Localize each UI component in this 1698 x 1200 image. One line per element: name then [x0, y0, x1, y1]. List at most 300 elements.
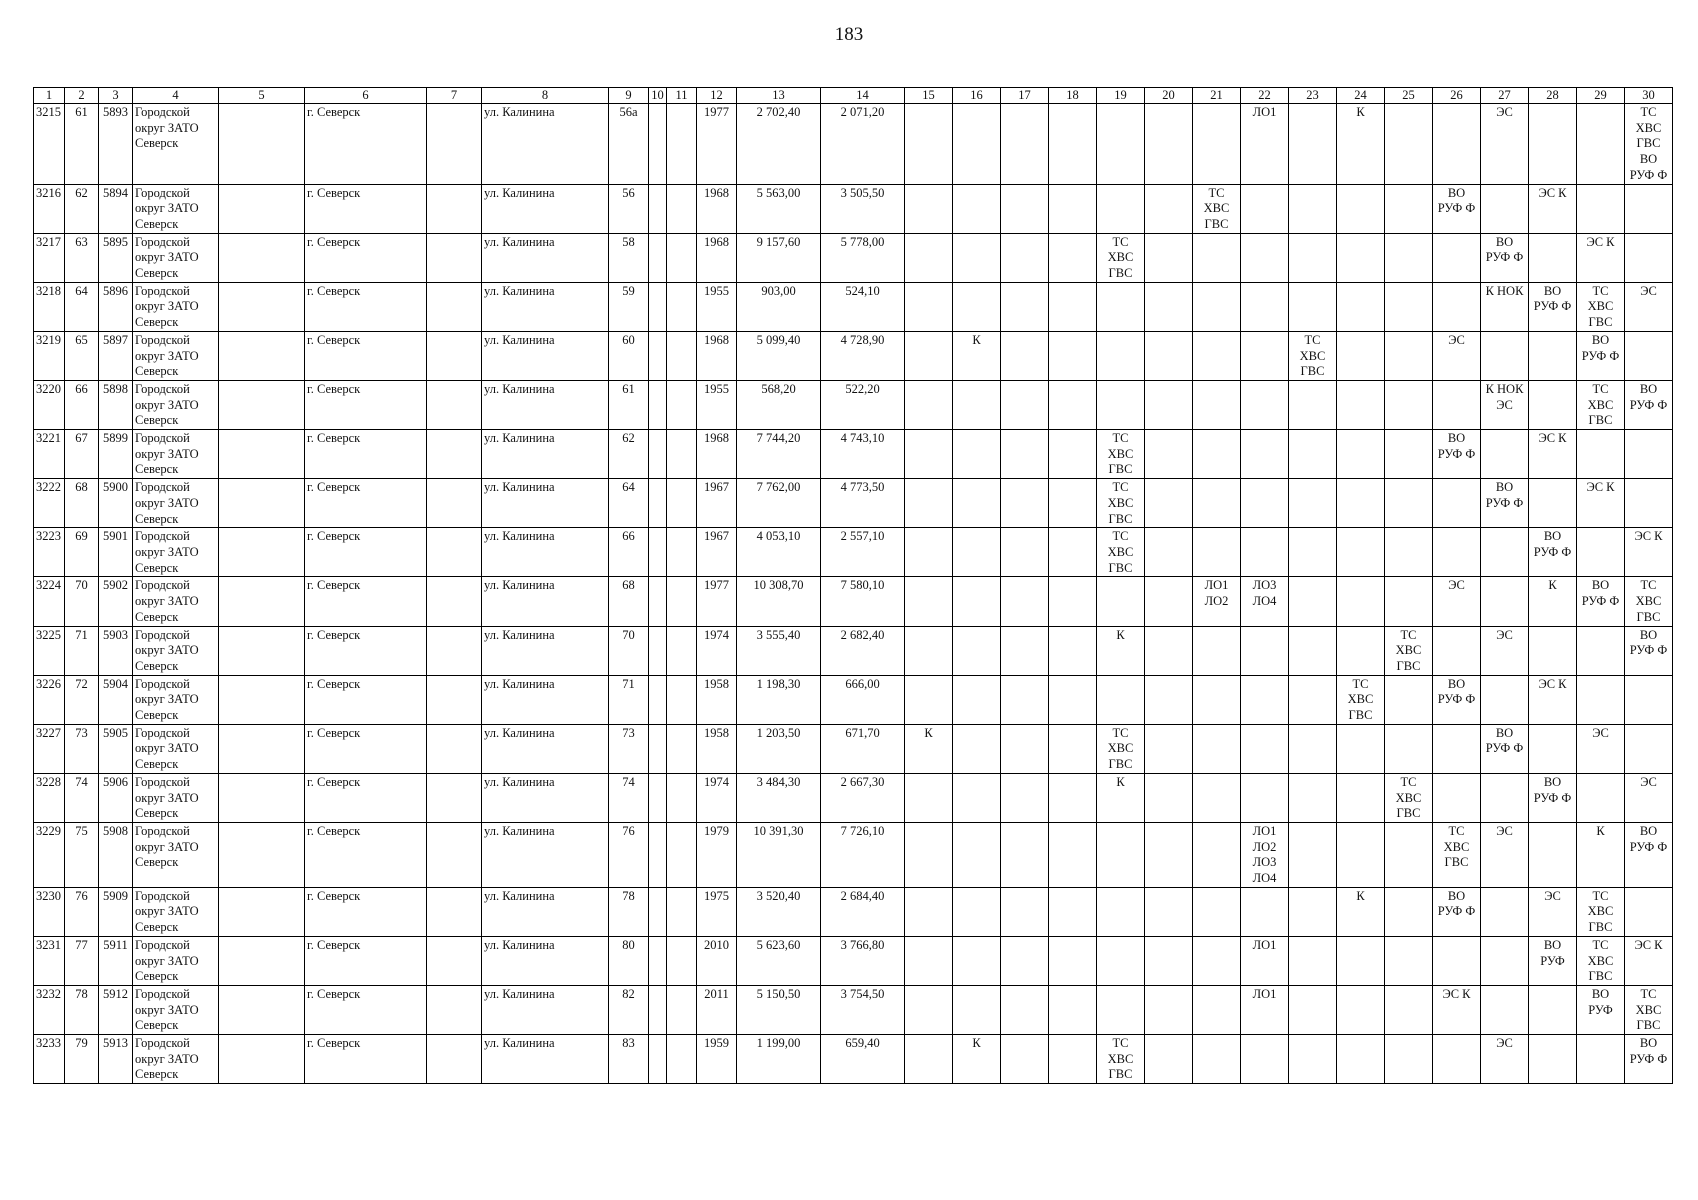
column-number: 23: [1289, 88, 1337, 104]
table-cell: [1241, 430, 1289, 479]
table-cell: ЭС К: [1529, 184, 1577, 233]
table-cell: ТС ХВС ГВС: [1193, 184, 1241, 233]
table-cell: [1049, 184, 1097, 233]
table-cell: ВО РУФ Ф: [1577, 331, 1625, 380]
table-cell: 3216: [34, 184, 65, 233]
table-cell: 5905: [99, 724, 133, 773]
table-cell: [1529, 1035, 1577, 1084]
table-cell: [667, 233, 697, 282]
table-cell: [1385, 724, 1433, 773]
table-cell: [1289, 724, 1337, 773]
table-cell: [649, 822, 667, 887]
column-number: 14: [821, 88, 905, 104]
table-cell: [1529, 331, 1577, 380]
table-cell: Городской округ ЗАТО Северск: [133, 887, 219, 936]
table-cell: г. Северск: [305, 430, 427, 479]
table-cell: 73: [65, 724, 99, 773]
table-cell: [1001, 822, 1049, 887]
table-cell: [1385, 430, 1433, 479]
table-cell: [649, 577, 667, 626]
table-cell: ВО РУФ Ф: [1529, 282, 1577, 331]
table-cell: ЛО1: [1241, 985, 1289, 1034]
table-cell: 3221: [34, 430, 65, 479]
table-cell: ЭС: [1481, 1035, 1529, 1084]
table-cell: [905, 331, 953, 380]
table-cell: [1481, 936, 1529, 985]
table-cell: [649, 724, 667, 773]
table-cell: 2 684,40: [821, 887, 905, 936]
table-cell: 3 484,30: [737, 773, 821, 822]
table-cell: [649, 626, 667, 675]
table-cell: [649, 675, 667, 724]
table-cell: 82: [609, 985, 649, 1034]
table-cell: 1959: [697, 1035, 737, 1084]
table-cell: [1529, 626, 1577, 675]
column-number: 3: [99, 88, 133, 104]
table-cell: 58: [609, 233, 649, 282]
table-cell: [1049, 822, 1097, 887]
table-cell: [1289, 1035, 1337, 1084]
table-cell: [649, 282, 667, 331]
table-cell: [219, 822, 305, 887]
table-cell: [1385, 822, 1433, 887]
table-cell: 1 199,00: [737, 1035, 821, 1084]
table-cell: [1433, 233, 1481, 282]
table-cell: ТС ХВС ГВС: [1097, 233, 1145, 282]
table-cell: ТС ХВС ГВС: [1577, 282, 1625, 331]
table-cell: Городской округ ЗАТО Северск: [133, 479, 219, 528]
table-cell: К: [1529, 577, 1577, 626]
table-cell: ВО РУФ Ф: [1481, 233, 1529, 282]
table-cell: [1097, 985, 1145, 1034]
table-cell: [219, 282, 305, 331]
table-cell: [1097, 331, 1145, 380]
table-cell: [953, 233, 1001, 282]
column-number: 15: [905, 88, 953, 104]
table-cell: 1968: [697, 331, 737, 380]
table-cell: ТС ХВС ГВС: [1385, 773, 1433, 822]
table-cell: [427, 626, 482, 675]
table-cell: г. Северск: [305, 577, 427, 626]
table-cell: [667, 773, 697, 822]
table-cell: [1145, 626, 1193, 675]
table-cell: [1337, 1035, 1385, 1084]
table-cell: 1968: [697, 233, 737, 282]
table-cell: ВО РУФ Ф: [1625, 626, 1673, 675]
table-cell: [427, 724, 482, 773]
table-cell: [1049, 887, 1097, 936]
table-cell: ЭС К: [1433, 985, 1481, 1034]
table-cell: [427, 675, 482, 724]
table-cell: 4 053,10: [737, 528, 821, 577]
table-cell: г. Северск: [305, 822, 427, 887]
table-cell: [667, 675, 697, 724]
table-cell: [1529, 380, 1577, 429]
table-cell: Городской округ ЗАТО Северск: [133, 577, 219, 626]
table-cell: 671,70: [821, 724, 905, 773]
table-cell: 5909: [99, 887, 133, 936]
table-cell: Городской округ ЗАТО Северск: [133, 936, 219, 985]
table-cell: [1241, 380, 1289, 429]
table-cell: [1289, 936, 1337, 985]
table-cell: [905, 528, 953, 577]
table-cell: ВО РУФ Ф: [1529, 773, 1577, 822]
table-cell: ул. Калинина: [482, 936, 609, 985]
table-cell: ТС ХВС ГВС: [1385, 626, 1433, 675]
table-cell: [1049, 282, 1097, 331]
table-cell: 2 557,10: [821, 528, 905, 577]
table-cell: [1001, 985, 1049, 1034]
table-cell: [905, 282, 953, 331]
table-cell: ТС ХВС ГВС: [1097, 479, 1145, 528]
table-cell: [1433, 479, 1481, 528]
table-cell: [219, 675, 305, 724]
table-cell: [427, 936, 482, 985]
table-cell: 3233: [34, 1035, 65, 1084]
table-cell: ТС ХВС ГВС: [1097, 1035, 1145, 1084]
table-cell: ТС ХВС ГВС: [1577, 887, 1625, 936]
table-cell: ТС ХВС ГВС: [1337, 675, 1385, 724]
column-number: 30: [1625, 88, 1673, 104]
table-cell: [1097, 184, 1145, 233]
table-cell: Городской округ ЗАТО Северск: [133, 430, 219, 479]
table-cell: ул. Калинина: [482, 822, 609, 887]
table-cell: [1241, 528, 1289, 577]
table-cell: ТС ХВС ГВС: [1625, 577, 1673, 626]
table-cell: 5 778,00: [821, 233, 905, 282]
table-cell: ВО РУФ Ф: [1433, 430, 1481, 479]
table-cell: [1145, 822, 1193, 887]
table-cell: [1337, 626, 1385, 675]
table-cell: 70: [609, 626, 649, 675]
table-row: [34, 479, 1673, 528]
table-cell: ЭС: [1481, 626, 1529, 675]
table-cell: 10 308,70: [737, 577, 821, 626]
table-cell: [1241, 331, 1289, 380]
table-cell: ТС ХВС ГВС: [1433, 822, 1481, 887]
table-cell: ЭС К: [1625, 936, 1673, 985]
table-cell: [1433, 626, 1481, 675]
table-cell: [1433, 724, 1481, 773]
column-number: 27: [1481, 88, 1529, 104]
table-cell: [667, 822, 697, 887]
table-cell: [1001, 184, 1049, 233]
table-cell: [427, 479, 482, 528]
table-cell: [1145, 479, 1193, 528]
table-cell: [1049, 724, 1097, 773]
table-cell: Городской округ ЗАТО Северск: [133, 773, 219, 822]
table-cell: 3 505,50: [821, 184, 905, 233]
table-cell: ул. Калинина: [482, 724, 609, 773]
table-cell: [1289, 822, 1337, 887]
table-cell: К: [1097, 773, 1145, 822]
table-cell: [1385, 479, 1433, 528]
table-cell: [427, 528, 482, 577]
table-cell: Городской округ ЗАТО Северск: [133, 331, 219, 380]
table-cell: [1289, 184, 1337, 233]
table-cell: ул. Калинина: [482, 626, 609, 675]
table-cell: [219, 985, 305, 1034]
column-number: 19: [1097, 88, 1145, 104]
table-cell: [905, 675, 953, 724]
table-cell: [905, 936, 953, 985]
table-cell: [219, 724, 305, 773]
table-cell: [1001, 331, 1049, 380]
table-cell: [1289, 282, 1337, 331]
table-cell: [1529, 479, 1577, 528]
table-cell: [1097, 887, 1145, 936]
table-cell: [1289, 233, 1337, 282]
table-row: [34, 104, 1673, 185]
table-cell: [1193, 479, 1241, 528]
table-row: [34, 184, 1673, 233]
table-cell: [1625, 331, 1673, 380]
table-cell: [1241, 626, 1289, 675]
table-cell: 62: [65, 184, 99, 233]
table-cell: ТС ХВС ГВС: [1097, 528, 1145, 577]
table-cell: К: [953, 1035, 1001, 1084]
table-cell: 3 766,80: [821, 936, 905, 985]
table-cell: [1097, 104, 1145, 185]
table-cell: [427, 184, 482, 233]
table-cell: [1577, 184, 1625, 233]
registry-table: [33, 87, 1673, 1084]
table-cell: [219, 479, 305, 528]
table-cell: 2 667,30: [821, 773, 905, 822]
table-cell: [649, 430, 667, 479]
table-cell: 60: [609, 331, 649, 380]
table-cell: 1958: [697, 724, 737, 773]
table-cell: 75: [65, 822, 99, 887]
table-cell: [1625, 675, 1673, 724]
table-cell: [667, 985, 697, 1034]
table-cell: [1577, 626, 1625, 675]
table-cell: [1481, 184, 1529, 233]
table-cell: [1097, 282, 1145, 331]
column-number: 25: [1385, 88, 1433, 104]
table-cell: ул. Калинина: [482, 1035, 609, 1084]
column-number: 1: [34, 88, 65, 104]
table-row: [34, 282, 1673, 331]
table-cell: [219, 626, 305, 675]
table-cell: 67: [65, 430, 99, 479]
table-cell: [1289, 528, 1337, 577]
table-cell: [427, 822, 482, 887]
table-cell: [1193, 233, 1241, 282]
table-cell: [1625, 184, 1673, 233]
table-cell: [219, 233, 305, 282]
table-cell: 69: [65, 528, 99, 577]
table-cell: 83: [609, 1035, 649, 1084]
table-cell: ЭС: [1481, 822, 1529, 887]
table-cell: ЛО1 ЛО2 ЛО3 ЛО4: [1241, 822, 1289, 887]
table-cell: 66: [65, 380, 99, 429]
table-row: [34, 380, 1673, 429]
table-cell: 4 773,50: [821, 479, 905, 528]
table-cell: Городской округ ЗАТО Северск: [133, 233, 219, 282]
table-cell: [1097, 380, 1145, 429]
table-cell: [905, 577, 953, 626]
table-cell: ЭС К: [1577, 479, 1625, 528]
table-cell: [649, 331, 667, 380]
table-cell: 2 071,20: [821, 104, 905, 185]
table-cell: [1193, 724, 1241, 773]
table-cell: 5899: [99, 430, 133, 479]
table-cell: ул. Калинина: [482, 577, 609, 626]
table-cell: г. Северск: [305, 626, 427, 675]
table-cell: 59: [609, 282, 649, 331]
table-cell: [1193, 1035, 1241, 1084]
table-cell: [1145, 331, 1193, 380]
table-cell: [667, 1035, 697, 1084]
table-cell: 1 198,30: [737, 675, 821, 724]
table-cell: ТС ХВС ГВС ВО РУФ Ф: [1625, 104, 1673, 185]
table-cell: [905, 430, 953, 479]
table-cell: ул. Калинина: [482, 675, 609, 724]
table-cell: [953, 887, 1001, 936]
table-cell: [1145, 724, 1193, 773]
column-number: 6: [305, 88, 427, 104]
table-cell: Городской округ ЗАТО Северск: [133, 985, 219, 1034]
column-number: 12: [697, 88, 737, 104]
table-cell: [1001, 104, 1049, 185]
table-cell: [1433, 936, 1481, 985]
table-cell: [649, 104, 667, 185]
table-cell: [1625, 724, 1673, 773]
table-cell: [649, 985, 667, 1034]
table-row: [34, 822, 1673, 887]
table-cell: [667, 724, 697, 773]
table-cell: 70: [65, 577, 99, 626]
table-cell: К: [905, 724, 953, 773]
table-cell: [953, 985, 1001, 1034]
table-cell: ВО РУФ Ф: [1481, 479, 1529, 528]
column-number: 17: [1001, 88, 1049, 104]
table-cell: 76: [609, 822, 649, 887]
table-cell: [1385, 1035, 1433, 1084]
column-number: 10: [649, 88, 667, 104]
table-cell: ЭС: [1433, 331, 1481, 380]
table-cell: 56: [609, 184, 649, 233]
table-cell: 3228: [34, 773, 65, 822]
table-cell: [1577, 675, 1625, 724]
table-cell: 10 391,30: [737, 822, 821, 887]
table-cell: [1241, 724, 1289, 773]
table-cell: ВО РУФ: [1529, 936, 1577, 985]
table-cell: ТС ХВС ГВС: [1097, 724, 1145, 773]
table-cell: [1385, 887, 1433, 936]
table-cell: 2 682,40: [821, 626, 905, 675]
table-cell: [1049, 626, 1097, 675]
table-cell: 524,10: [821, 282, 905, 331]
table-cell: [1481, 887, 1529, 936]
table-cell: К: [1337, 104, 1385, 185]
table-cell: [953, 479, 1001, 528]
table-cell: г. Северск: [305, 887, 427, 936]
table-cell: 5 563,00: [737, 184, 821, 233]
table-cell: [1481, 675, 1529, 724]
table-cell: [667, 577, 697, 626]
table-cell: [905, 184, 953, 233]
table-row: [34, 528, 1673, 577]
table-cell: г. Северск: [305, 282, 427, 331]
table-cell: [1241, 184, 1289, 233]
column-number: 16: [953, 88, 1001, 104]
table-cell: [649, 773, 667, 822]
table-cell: [1337, 528, 1385, 577]
table-cell: 71: [65, 626, 99, 675]
table-cell: [427, 773, 482, 822]
table-cell: 3227: [34, 724, 65, 773]
table-cell: [1049, 380, 1097, 429]
table-cell: 64: [65, 282, 99, 331]
table-cell: [905, 479, 953, 528]
table-cell: г. Северск: [305, 104, 427, 185]
table-cell: 1958: [697, 675, 737, 724]
table-cell: [1385, 528, 1433, 577]
table-cell: [1193, 331, 1241, 380]
table-cell: [1001, 1035, 1049, 1084]
table-cell: [1049, 675, 1097, 724]
table-cell: [1625, 233, 1673, 282]
table-cell: 56а: [609, 104, 649, 185]
table-cell: [1145, 430, 1193, 479]
table-cell: 5908: [99, 822, 133, 887]
table-cell: 4 743,10: [821, 430, 905, 479]
table-cell: ЭС: [1481, 104, 1529, 185]
table-cell: 3232: [34, 985, 65, 1034]
table-cell: 3 754,50: [821, 985, 905, 1034]
table-cell: 1974: [697, 773, 737, 822]
page-number: 183: [834, 24, 864, 45]
table-cell: [1481, 331, 1529, 380]
table-cell: [1337, 577, 1385, 626]
table-cell: [1001, 675, 1049, 724]
table-cell: 5913: [99, 1035, 133, 1084]
table-cell: [219, 528, 305, 577]
table-cell: ЭС: [1577, 724, 1625, 773]
table-cell: [1049, 233, 1097, 282]
column-number: 21: [1193, 88, 1241, 104]
table-cell: ул. Калинина: [482, 430, 609, 479]
table-row: [34, 577, 1673, 626]
table-cell: К НОК ЭС: [1481, 380, 1529, 429]
table-cell: ВО РУФ Ф: [1625, 822, 1673, 887]
table-cell: [1577, 773, 1625, 822]
table-cell: г. Северск: [305, 331, 427, 380]
table-cell: 5 150,50: [737, 985, 821, 1034]
table-cell: [1145, 528, 1193, 577]
table-cell: [1577, 430, 1625, 479]
table-cell: [427, 233, 482, 282]
table-cell: [905, 822, 953, 887]
table-cell: [1289, 104, 1337, 185]
table-cell: г. Северск: [305, 1035, 427, 1084]
table-cell: К: [1577, 822, 1625, 887]
table-cell: [649, 184, 667, 233]
table-cell: [1241, 479, 1289, 528]
table-row: [34, 430, 1673, 479]
table-cell: 65: [65, 331, 99, 380]
table-cell: 1967: [697, 528, 737, 577]
table-cell: [1145, 104, 1193, 185]
table-cell: [1337, 479, 1385, 528]
table-cell: Городской округ ЗАТО Северск: [133, 104, 219, 185]
table-cell: [667, 936, 697, 985]
table-cell: 61: [609, 380, 649, 429]
table-cell: [427, 577, 482, 626]
table-cell: [1145, 282, 1193, 331]
